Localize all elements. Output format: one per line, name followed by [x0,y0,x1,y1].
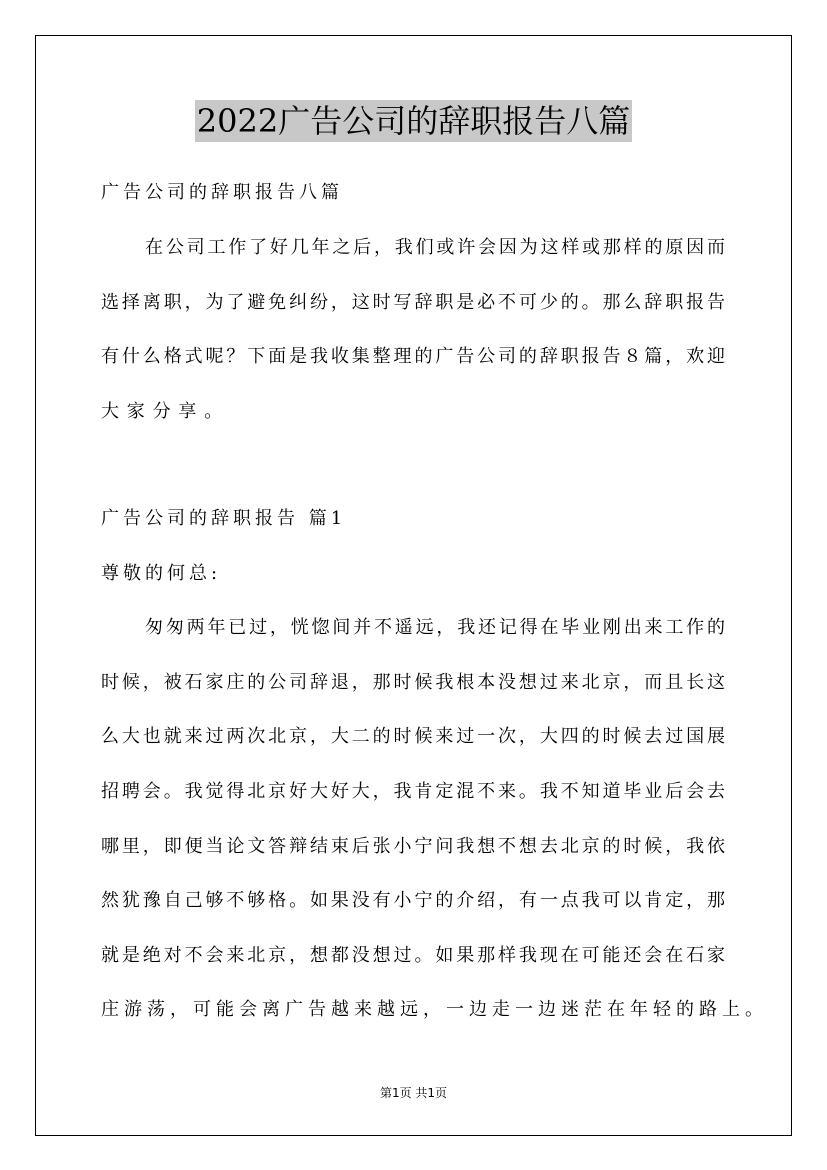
paragraph-line: 大家分享。 [101,400,230,422]
paragraph-line: 在公司工作了好几年之后，我们或许会因为这样或那样的原因而 [145,237,727,258]
paragraph-line: 招聘会。我觉得北京好大好大，我肯定混不来。我不知道毕业后会去 [101,780,727,802]
paragraph-line: 匆匆两年已过，恍惚间并不遥远，我还记得在毕业刚出来工作的 [145,617,727,639]
subtitle-block [101,166,727,221]
paragraph-line: 就是绝对不会来北京，想都没想过。如果那样我现在可能还会在石家 [101,944,727,966]
intro-paragraph [101,221,727,439]
paragraph-line: 时候，被石家庄的公司辞退，那时候我根本没想过来北京，而且长这 [101,671,727,693]
paragraph-line: 庄游荡，可能会离广告越来越远，一边走一边迷茫在年轻的路上。 [101,999,768,1021]
section-heading: 广告公司的辞职报告 篇1 [101,508,347,529]
salutation: 尊敬的何总: [101,562,222,584]
document-title-wrap [0,100,827,142]
page-number-footer: 第1页 共1页 [379,1086,448,1100]
document-title: 2022广告公司的辞职报告八篇 [196,102,631,140]
subtitle: 广告公司的辞职报告八篇 [101,182,343,203]
paragraph-line: 么大也就来过两次北京，大二的时候来过一次，大四的时候去过国展 [101,726,727,748]
paragraph-line: 然犹豫自己够不够格。如果没有小宁的介绍，有一点我可以肯定，那 [101,890,727,912]
section-1 [101,492,768,1038]
paragraph-line: 有什么格式呢？下面是我收集整理的广告公司的辞职报告８篇，欢迎 [101,346,727,368]
paragraph-line: 选择离职，为了避免纠纷，这时写辞职是必不可少的。那么辞职报告 [101,291,727,313]
paragraph-line: 哪里，即便当论文答辩结束后张小宁问我想不想去北京的时候，我依 [101,835,727,857]
